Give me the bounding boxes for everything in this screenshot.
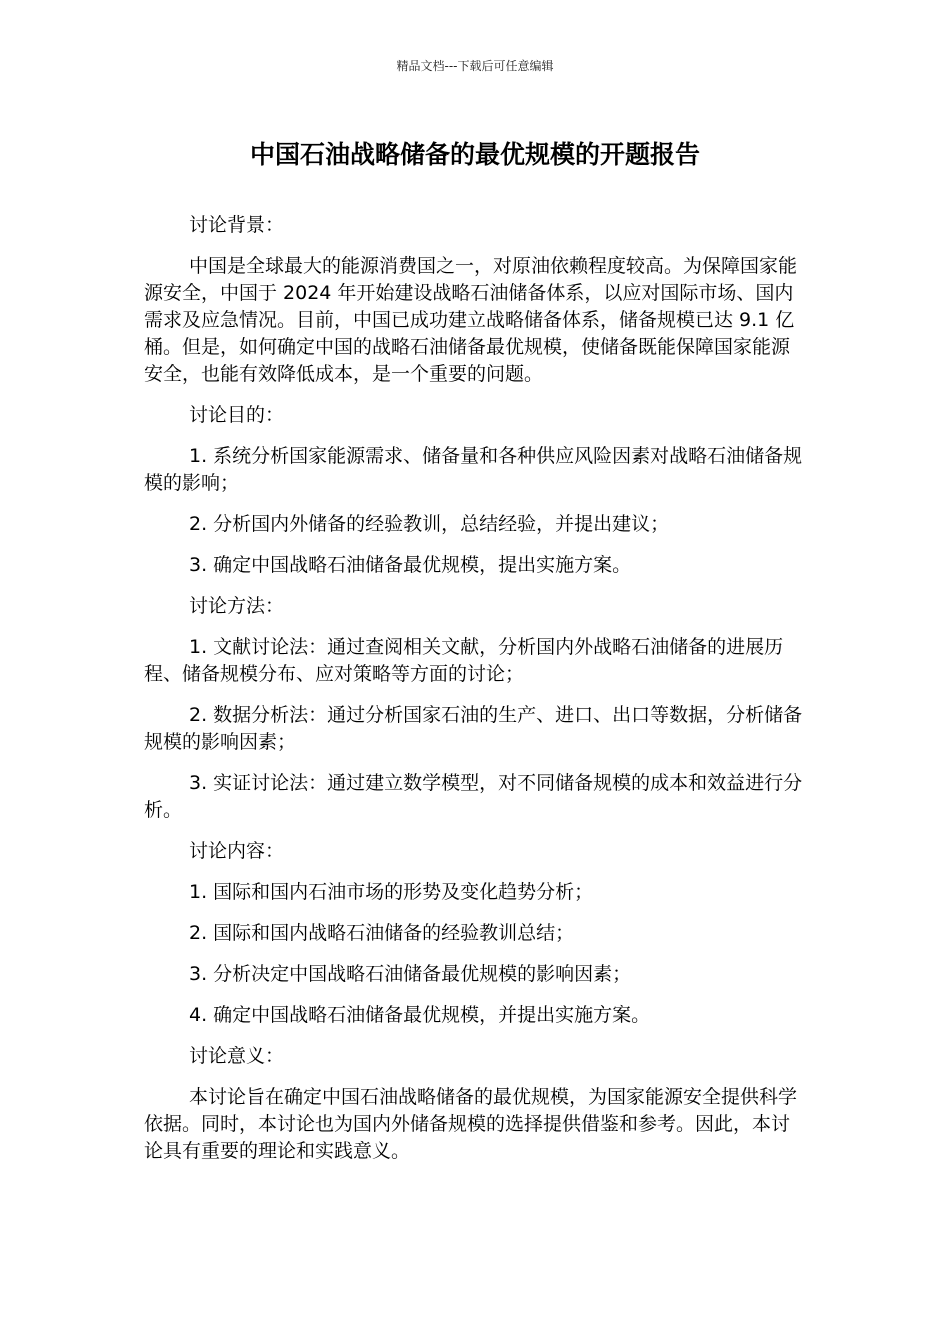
section-heading-content: 讨论内容： [189, 840, 285, 862]
purpose-item: 2. 分析国内外储备的经验教训，总结经验，并提出建议； [189, 513, 670, 535]
section-heading-significance: 讨论意义： [189, 1045, 285, 1067]
background-paragraph: 中国是全球最大的能源消费国之一，对原油依赖程度较高。为保障国家能源安全，中国于 2024 年开始建设战略石油储备体系，以应对国际市场、国内需求及应急情况。目前，中国已成功建立战略储备体系，储备规模已达 9.1 亿桶。但是，如何确定中国的战略石油储备最优规模，使储备既能保障国家能源安全，也能有效降低成本，是一个重要的问题。 [144, 255, 798, 385]
method-item: 2. 数据分析法：通过分析国家石油的生产、进口、出口等数据，分析储备规模的影响因素； [144, 704, 803, 753]
content-item: 2. 国际和国内战略石油储备的经验教训总结； [189, 922, 575, 944]
purpose-item: 1. 系统分析国家能源需求、储备量和各种供应风险因素对战略石油储备规模的影响； [144, 445, 803, 494]
purpose-item: 3. 确定中国战略石油储备最优规模，提出实施方案。 [189, 554, 632, 576]
section-heading-methods: 讨论方法： [189, 595, 285, 617]
section-heading-purpose: 讨论目的： [189, 404, 285, 426]
significance-paragraph: 本讨论旨在确定中国石油战略储备的最优规模，为国家能源安全提供科学依据。同时，本讨论也为国内外储备规模的选择提供借鉴和参考。因此，本讨论具有重要的理论和实践意义。 [144, 1086, 798, 1162]
section-heading-background: 讨论背景： [189, 214, 285, 236]
method-item: 3. 实证讨论法：通过建立数学模型，对不同储备规模的成本和效益进行分析。 [144, 772, 803, 821]
content-item: 4. 确定中国战略石油储备最优规模，并提出实施方案。 [189, 1004, 651, 1026]
document-body [144, 212, 808, 1179]
method-item: 1. 文献讨论法：通过查阅相关文献，分析国内外战略石油储备的进展历程、储备规模分布、应对策略等方面的讨论； [144, 636, 784, 685]
header-note: 精品文档---下载后可任意编辑 [396, 59, 554, 73]
document-title: 中国石油战略储备的最优规模的开题报告 [249, 140, 700, 169]
content-item: 3. 分析决定中国战略石油储备最优规模的影响因素； [189, 963, 632, 985]
content-item: 1. 国际和国内石油市场的形势及变化趋势分析； [189, 881, 594, 903]
